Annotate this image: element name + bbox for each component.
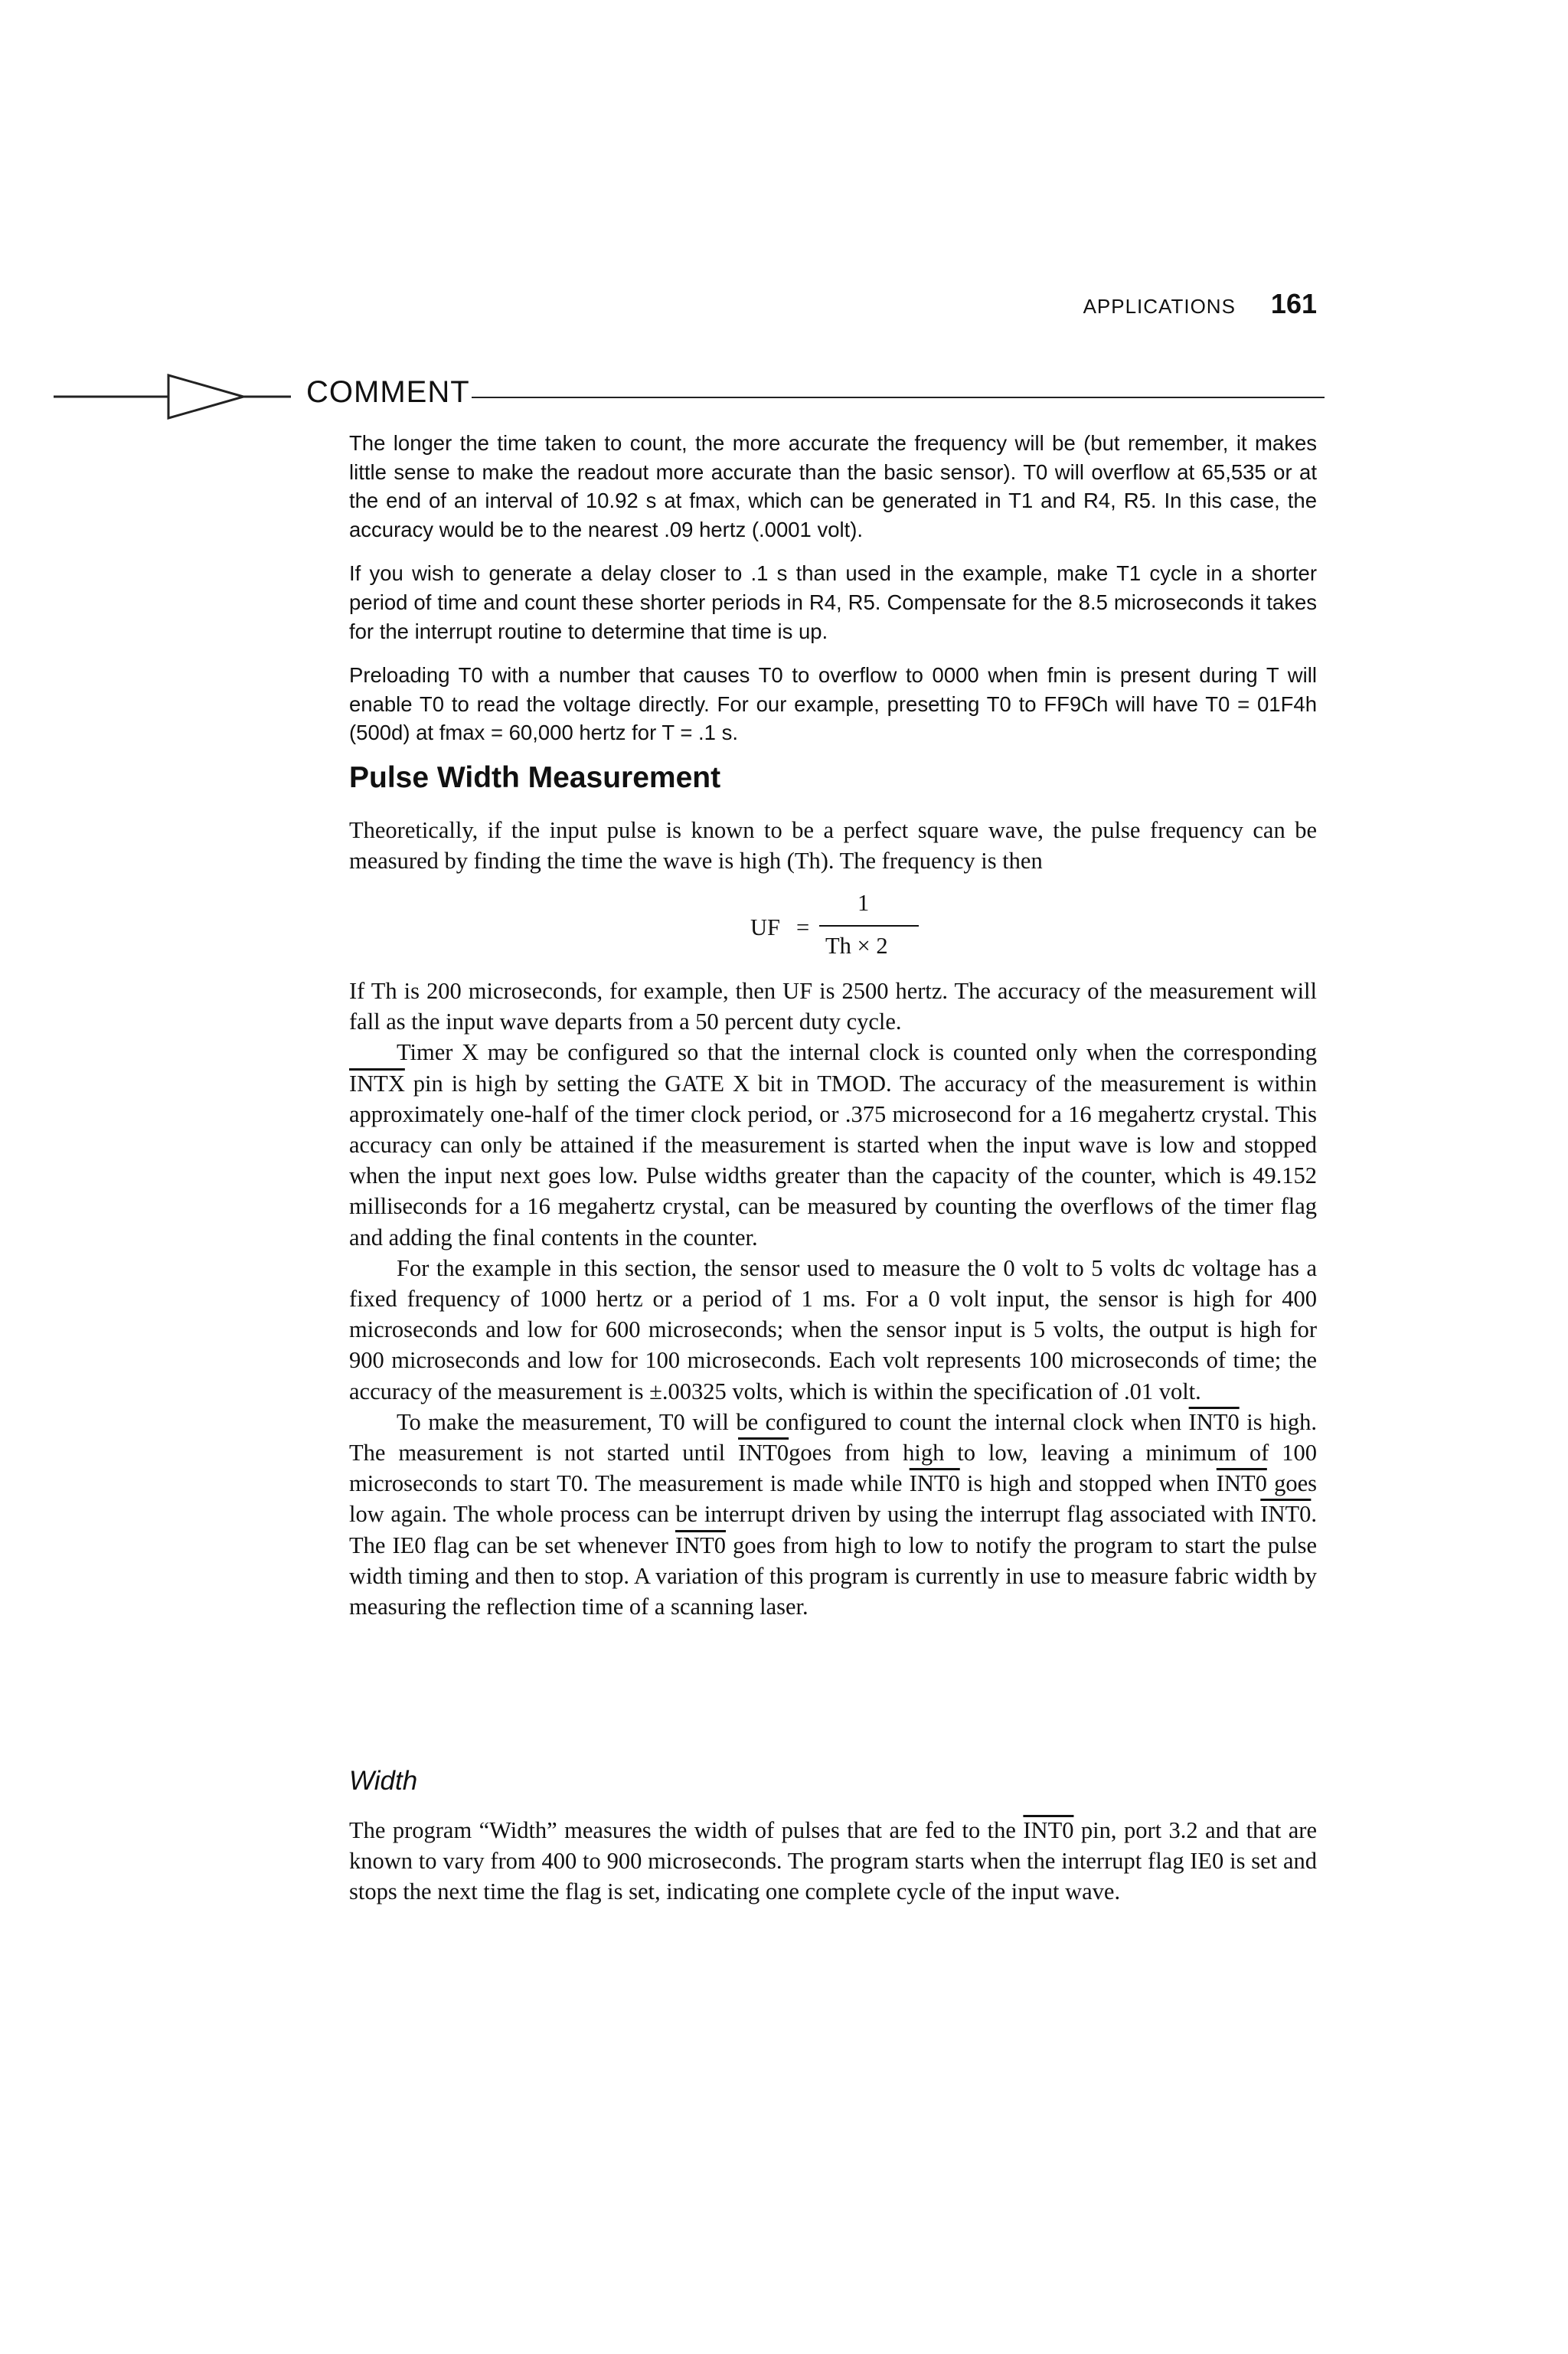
intro-paragraph-block [349,815,1317,876]
body-paragraph [349,1815,1317,1908]
text-run: pin is high by setting the GATE X bit in TMOD. The accuracy of the measurement is within approximately one-half of the timer clock period, or .375 microsecond for a 16 megahertz crystal. This accuracy can only be attained if the measurement is started when the input wave is low and stopped when the input next goes low. Pulse widths greater than the capacity of the counter, which is 49.152 milliseconds for a 16 megahertz crystal, can be measured by counting the overflows of the timer flag and adding the final contents in the counter. [349,1070,1317,1251]
text-run: goes from high to low to notify the program to start the pulse width timing and then to stop. A variation of this program is currently in use to measure fabric width by measuring the reflection time of a scanning laser. [349,1532,1317,1620]
signal-name: INT0 [909,1470,960,1497]
comment-body [349,429,1317,763]
width-section-text [349,1815,1317,1908]
text-run: goes low again. The whole process can be interrupt driven by using the interrupt flag associated with [349,1470,1317,1528]
comment-title: COMMENT [306,375,470,409]
text-run: pin, port 3.2 and that are known to vary from 400 to 900 microseconds. The program starts when the interrupt flag IE0 is set and stops the next time the flag is set, indicating one complete cycle of the input wave. [349,1817,1317,1905]
text-run: goes from high to low, leaving a minimum of 100 microseconds to start T0. The measurement is made while [349,1440,1317,1497]
formula-lhs: UF [750,914,780,940]
signal-name: INT0 [675,1532,727,1558]
text-run: . The IE0 flag can be set whenever [349,1501,1317,1558]
comment-paragraph: Preloading T0 with a number that causes T0 to overflow to 0000 when fmin is present during T will enable T0 to read the voltage directly. For our example, presetting T0 to FF9Ch will have T0 = 01F4h (500d) at fmax = 60,000 hertz for T = .1 s. [349,663,1317,745]
fraction-bar [819,925,919,927]
text-run: is high and stopped when [959,1470,1217,1497]
formula-equals: = [796,914,810,940]
sub-heading: Width [349,1766,418,1796]
arrow-pointer-icon [54,369,291,423]
comment-paragraph: If you wish to generate a delay closer to .1 s than used in the example, make T1 cycle in a shorter period of time and count these shorter periods in R4, R5. Compensate for the 8.5 microseconds it takes for the interrupt routine to determine that time is up. [349,561,1317,643]
text-run: The program “Width” measures the width of pulses that are fed to the [349,1817,1024,1843]
signal-name: INT0 [1023,1817,1074,1843]
frequency-formula [750,890,980,966]
running-head [827,288,1317,334]
page-number: 161 [1270,288,1317,319]
body-paragraph: If Th is 200 microseconds, for example, then UF is 2500 hertz. The accuracy of the measurement will fall as the input wave departs from a 50 percent duty cycle. [349,978,1317,1035]
signal-name: INT0 [1260,1501,1312,1528]
signal-name: INT0 [738,1440,789,1466]
text-run: is high. The measurement is not started until [349,1408,1317,1466]
signal-name: INT0 [1188,1408,1240,1435]
intro-paragraph: Theoretically, if the input pulse is known to be a perfect square wave, the pulse frequency can be measured by finding the time the wave is high (Th). The frequency is then [349,817,1317,875]
running-head-section: APPLICATIONS [1083,295,1236,318]
text-run: Timer X may be configured so that the internal clock is counted only when the corresponding [397,1039,1317,1066]
text-run: To make the measurement, T0 will be configured to count the internal clock when [397,1408,1189,1435]
comment-rule [472,397,1325,398]
body-paragraph: For the example in this section, the sensor used to measure the 0 volt to 5 volts dc voltage has a fixed frequency of 1000 hertz or a period of 1 ms. For a 0 volt input, the sensor is high for 400 microseconds and low for 600 microseconds; when the sensor input is 5 volts, the output is high for 900 microseconds and low for 100 microseconds. Each volt represents 100 microseconds of time; the accuracy of the measurement is ±.00325 volts, which is within the specification of .01 volt. [349,1254,1317,1404]
body-paragraph [349,1037,1317,1252]
body-text [349,976,1317,1622]
body-paragraph [349,1407,1317,1622]
formula-denominator: Th × 2 [825,933,888,959]
section-heading: Pulse Width Measurement [349,761,721,794]
signal-name: INTX [349,1070,405,1097]
comment-paragraph: The longer the time taken to count, the more accurate the frequency will be (but remember, it makes little sense to make the readout more accurate than the basic sensor). T0 will overflow at 65,535 or at the end of an interval of 10.92 s at fmax, which can be generated in T1 and R4, R5. In this case, the accuracy would be to the nearest .09 hertz (.0001 volt). [349,431,1317,541]
formula-numerator: 1 [858,890,870,916]
comment-header [54,369,1325,423]
signal-name: INT0 [1216,1470,1267,1497]
